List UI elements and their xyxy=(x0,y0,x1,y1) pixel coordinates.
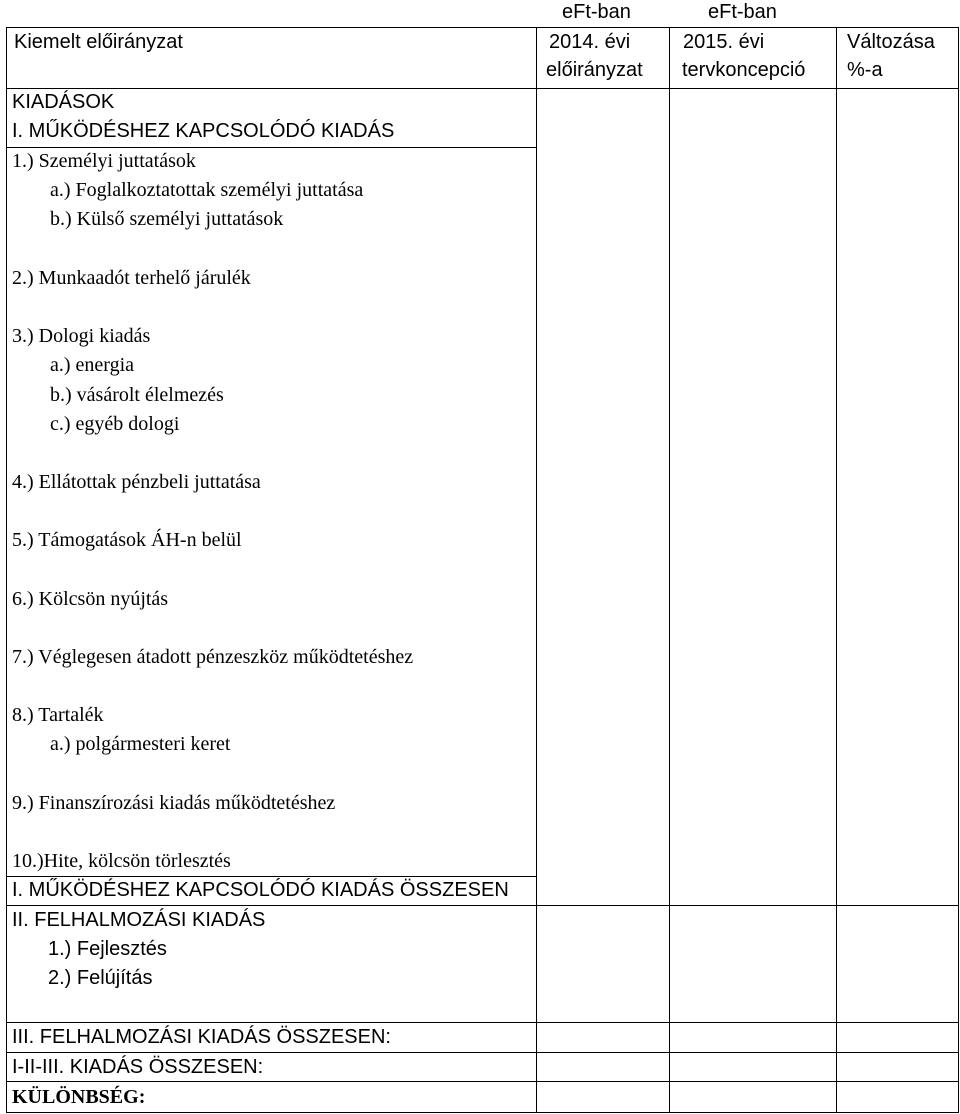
row-felhalmozasi-kiadas: II. FELHALMOZÁSI KIADÁS xyxy=(12,909,266,931)
row-kulonbseg: KÜLÖNBSÉG: xyxy=(12,1086,146,1108)
column-header-2014-line1: 2014. évi xyxy=(549,31,631,53)
column-header-2014-line2: előirányzat xyxy=(546,59,643,81)
header-bottom-border xyxy=(6,88,958,89)
column-header-change-line2: %-a xyxy=(847,59,883,81)
column-header-2015-line1: 2015. évi xyxy=(683,31,765,53)
table-left-border xyxy=(6,27,7,1113)
row-tamogatasok: 5.) Támogatások ÁH-n belül xyxy=(12,529,242,551)
row-fejlesztes: 1.) Fejlesztés xyxy=(48,938,167,960)
row-hitel-torlesztes: 10.)Hite, kölcsön törlesztés xyxy=(12,850,231,872)
row-kiadas-osszesen: I-II-III. KIADÁS ÖSSZESEN: xyxy=(12,1056,264,1078)
column-header-2015-line2: tervkoncepció xyxy=(682,59,806,81)
row-finanszirozasi-kiadas: 9.) Finanszírozási kiadás működtetéshez xyxy=(12,792,336,814)
row-felhalmozasi-osszesen: III. FELHALMOZÁSI KIADÁS ÖSSZESEN: xyxy=(12,1026,391,1048)
unit-label-2015: eFt-ban xyxy=(708,1,777,23)
row-munkaadot-terhelo: 2.) Munkaadót terhelő járulék xyxy=(12,267,251,289)
row-kiadasok: KIADÁSOK xyxy=(12,91,115,113)
row-ellatottak: 4.) Ellátottak pénzbeli juttatása xyxy=(12,471,261,493)
column-header-change-line1: Változása xyxy=(847,31,935,53)
table-bottom-border xyxy=(6,1112,958,1113)
row-energia: a.) energia xyxy=(50,354,135,376)
row-polgarmesteri-keret: a.) polgármesteri keret xyxy=(50,733,231,755)
column-divider xyxy=(669,27,670,1113)
row-foglalkoztatottak: a.) Foglalkoztatottak személyi juttatása xyxy=(50,179,364,201)
row-egyeb-dologi: c.) egyéb dologi xyxy=(50,413,180,435)
unit-label-2014: eFt-ban xyxy=(562,1,631,23)
row-mukodeshez-osszesen: I. MŰKÖDÉSHEZ KAPCSOLÓDÓ KIADÁS ÖSSZESEN xyxy=(12,879,509,901)
row-felujitas: 2.) Felújítás xyxy=(48,967,153,989)
row-kolcson-nyujtas: 6.) Kölcsön nyújtás xyxy=(12,588,169,610)
row-mukodeshez-kapcsolodo-kiadas: I. MŰKÖDÉSHEZ KAPCSOLÓDÓ KIADÁS xyxy=(12,120,395,142)
row-veglegesen-atadott: 7.) Véglegesen átadott pénzeszköz működtetéshez xyxy=(12,646,414,668)
row-divider xyxy=(6,1081,958,1082)
column-header-label: Kiemelt előirányzat xyxy=(14,31,183,53)
row-dologi-kiadas: 3.) Dologi kiadás xyxy=(12,325,151,347)
row-vasarolt-elelmezes: b.) vásárolt élelmezés xyxy=(50,384,224,406)
row-tartalek: 8.) Tartalék xyxy=(12,704,104,726)
row-szemelyi-juttatasok: 1.) Személyi juttatások xyxy=(12,150,196,172)
column-divider xyxy=(836,27,837,1113)
column-divider xyxy=(536,27,537,1113)
table-right-border xyxy=(958,27,959,1113)
row-kulso-szemelyi: b.) Külső személyi juttatások xyxy=(50,208,284,230)
